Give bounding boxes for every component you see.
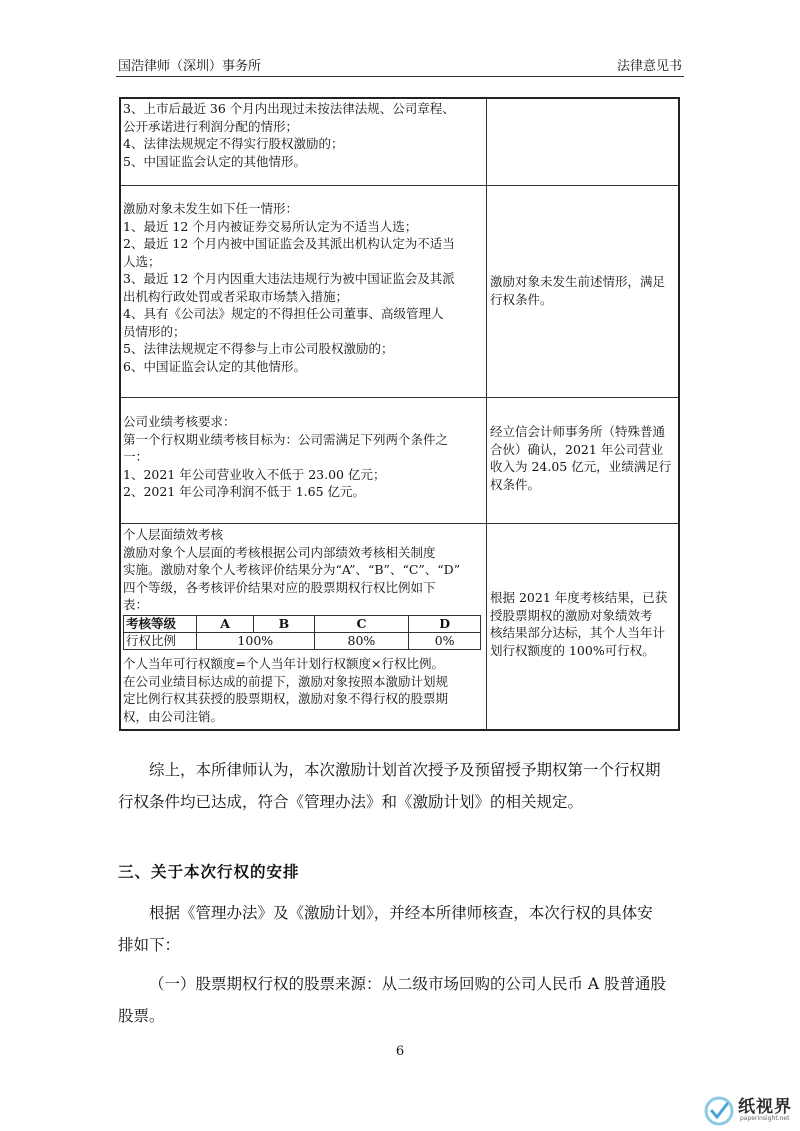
page-number: 6 — [395, 1044, 405, 1059]
check-logo-icon — [704, 1096, 734, 1126]
text-line: 权，由公司注销。 — [123, 708, 224, 724]
header-rule — [116, 76, 684, 77]
row3-left-cell — [123, 413, 483, 501]
item1-paragraph — [118, 968, 684, 1032]
text-line: 2、最近 12 个月内被中国证监会及其派出机构认定为不适当 — [123, 236, 455, 251]
text-line: 个人层面绩效考核 — [123, 527, 224, 542]
text-line: 1、最近 12 个月内被证券交易所认定为不适当人选； — [123, 218, 418, 234]
text-line: 定比例行权其获授的股票期权，激励对象不得行权的股票期 — [123, 691, 449, 706]
watermark-logo — [700, 1088, 800, 1128]
conclusion-paragraph — [118, 754, 684, 818]
text-line: 综上，本所律师认为，本次激励计划首次授予及预留授予期权第一个行权期 — [149, 761, 661, 779]
watermark-name: 纸视界 — [738, 1097, 792, 1117]
row2-right-cell — [490, 273, 676, 308]
grade-header-row — [124, 616, 481, 633]
header-cell: 考核等级 — [124, 616, 197, 633]
text-line: 人选； — [123, 253, 161, 269]
text-line: 合伙）确认，2021 年公司营业 — [490, 441, 664, 457]
text-line: 员情形的； — [123, 323, 186, 339]
text-line: 3、最近 12 个月内因重大违法违规行为被中国证监会及其派 — [123, 271, 455, 286]
text-line: 一： — [123, 449, 149, 464]
row-divider — [121, 397, 678, 398]
header-cell: B — [254, 616, 315, 633]
row4-left-top — [123, 526, 483, 614]
row3-right-cell — [490, 423, 676, 493]
ratio-value-ab: 100% — [197, 633, 315, 650]
header-doc-type: 法律意见书 — [616, 59, 682, 74]
text-line: 2、2021 年公司净利润不低于 1.65 亿元。 — [123, 484, 366, 499]
text-line: 公司业绩考核要求： — [123, 414, 236, 429]
text-line: 根据《管理办法》及《激励计划》，并经本所律师核查，本次行权的具体安 — [149, 904, 653, 922]
text-line: 四个等级，各考核评价结果对应的股票期权行权比例如下 — [123, 579, 436, 595]
text-line: 表： — [123, 597, 149, 612]
column-divider — [486, 99, 487, 729]
text-line: 划行权额度的 100%可行权。 — [490, 642, 655, 658]
text-line: 收入为 24.05 亿元，业绩满足行 — [490, 459, 672, 474]
text-line: 第一个行权期业绩考核目标为：公司需满足下列两个条件之 — [123, 431, 449, 447]
text-line: 在公司业绩目标达成的前提下，激励对象按照本激励计划规 — [123, 673, 449, 689]
header-firm-name: 国浩律师（深圳）事务所 — [118, 59, 262, 74]
text-line: 个人当年可行权额度=个人当年计划行权额度×行权比例。 — [123, 656, 444, 671]
text-line: 授股票期权的激励对象绩效考 — [490, 607, 653, 623]
text-line: 激励对象未发生前述情形，满足 — [490, 274, 666, 289]
watermark-url: paperinsight.net — [740, 1115, 790, 1122]
ratio-value-d: 0% — [409, 633, 481, 650]
ratio-value-c: 80% — [314, 633, 409, 650]
text-line: 4、法律法规规定不得实行股权激励的； — [123, 136, 344, 151]
text-line: 3、上市后最近 36 个月内出现过未按法律法规、公司章程、 — [123, 101, 455, 116]
text-line: 权条件。 — [490, 476, 541, 492]
text-line: 激励对象个人层面的考核根据公司内部绩效考核相关制度 — [123, 544, 436, 560]
text-line: 实施。激励对象个人考核评价结果分为“A”、“B”、“C”、“D” — [123, 562, 461, 577]
grade-ratio-table — [123, 615, 481, 650]
text-line: 出机构行政处罚或者采取市场禁入措施； — [123, 288, 349, 304]
section-title: 三、关于本次行权的安排 — [118, 862, 300, 881]
text-line: 经立信会计师事务所（特殊普通 — [490, 424, 666, 439]
text-line: 6、中国证监会认定的其他情形。 — [123, 358, 306, 374]
text-line: 排如下： — [118, 936, 181, 954]
header-cell: D — [409, 616, 481, 633]
text-line: 4、具有《公司法》规定的不得担任公司董事、高级管理人 — [123, 306, 444, 321]
intro-paragraph — [118, 897, 684, 961]
header-cell: C — [314, 616, 409, 633]
text-line: 根据 2021 年度考核结果，已获 — [490, 590, 668, 605]
row-divider — [121, 523, 678, 524]
header-cell: A — [197, 616, 254, 633]
text-line: 行权条件均已达成，符合《管理办法》和《激励计划》的相关规定。 — [118, 793, 584, 811]
row-divider — [121, 185, 678, 186]
text-line: 行权条件。 — [490, 291, 553, 307]
ratio-row — [124, 633, 481, 650]
row1-left-cell — [123, 100, 483, 170]
text-line: （一）股票期权行权的股票来源：从二级市场回购的公司人民币 A 股普通股 — [149, 975, 667, 993]
text-line: 5、中国证监会认定的其他情形。 — [123, 153, 306, 169]
row4-left-bottom — [123, 655, 483, 725]
text-line: 核结果部分达标，其个人当年计 — [490, 625, 666, 640]
text-line: 激励对象未发生如下任一情形： — [123, 201, 299, 216]
conditions-table — [119, 97, 680, 731]
text-line: 5、法律法规规定不得参与上市公司股权激励的； — [123, 341, 394, 356]
text-line: 股票。 — [118, 1007, 165, 1025]
text-line: 公开承诺进行利润分配的情形； — [123, 118, 299, 134]
row2-left-cell — [123, 200, 483, 375]
row4-right-cell — [490, 589, 676, 659]
text-line: 1、2021 年公司营业收入不低于 23.00 亿元； — [123, 466, 386, 482]
ratio-label: 行权比例 — [124, 633, 197, 650]
